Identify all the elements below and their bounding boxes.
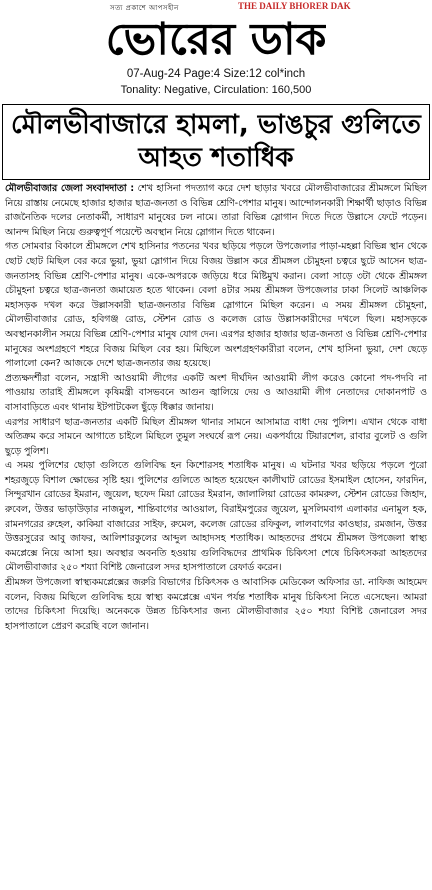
byline: মৌলভীবাজার জেলা সংবাদদাতা : [5, 183, 135, 194]
article-paragraph-5: এ সময় পুলিশের ছোড়া গুলিতে গুলিবিদ্ধ হন কিশোরসহ শতাধিক মানুষ। এ ঘটনার খবর ছড়িয়ে পড়লে পুরো শহরজুড়ে বিশাল ক্ষোভের সৃষ্টি হয়। পুলিশের গুলিতে আহত হয়েছেন কালীঘাট রোডের ইসমাইল হোসেন, ফারদিন, সিন্দুরখান রোডের ইমরান, জুয়েল, ছফেদ মিয়া রোডের ইমরান, জালালিয়া রোডের কামরুল, স্টেশন রোডের জিহাদ, রুবেল, উত্তর ভাড়াউড়ার নাজমুল, শান্তিবাগের আওয়াল, বিরাইমপুরের জুয়েল, মুসলিমবাগ এলাকার এনামুল হক, রামনগরের রুহেল, কাকিয়া বাজারের সাইফ, রুমেল, কলেজ রোডের রফিকুল, লালবাগের কাওছার, রমজান, উত্তর উত্তরসুরের আবু জাফর, আলিশারকুলের আব্দুল আহাদসহ শতাধিক। আহতদের প্রথমে শ্রীমঙ্গল উপজেলা স্বাস্থ্য কমপ্লেক্সে নিয়ে আসা হয়। অবস্থার অবনতি হওয়ায় গুলিবিদ্ধদের প্রাথমিক চিকিৎসা শেষে চিকিৎসকরা আহতদের মৌলভীবাজার ২৫০ শয্যা বিশিষ্ট জেনারেল সদর হাসপাতালে রেফার্ড করেন। [5, 460, 427, 574]
newspaper-logo [106, 8, 326, 64]
logo-text: ভোরের ডাক [106, 14, 326, 64]
masthead-english-title: THE DAILY BHORER DAK [238, 1, 351, 11]
article-paragraph-4: এরপর সাধারণ ছাত্র-জনতার একটি মিছিল শ্রীমঙ্গল থানার সামনে আসামাত্র বাধা দেয় পুলিশ। এখান থেকে বাধা অতিক্রম করে সামনে আগাতে চাইলে মিছিলে তুমুল সংঘর্ষে রূপ নেয়। একপর্যায়ে টিয়ারশেল, রাবার বুলেট ও গুলি ছুড়ে পুলিশ। [5, 416, 427, 457]
article-paragraph-2: গত সোমবার বিকালে শ্রীমঙ্গলে শেখ হাসিনার পতনের খবর ছড়িয়ে পড়লে উপজেলার পাড়া-মহল্লা বিভিন্ন স্থান থেকে ছোট ছোট মিছিল বের করে ভুয়া, ভুয়া স্লোগান দিয়ে বিজয় উল্লাস করে শ্রীমঙ্গল চৌমুহনা চত্বরে ছুটে আসেন ছাত্র-জনতাসহ বিভিন্ন শ্রেণি-পেশার মানুষ। একে-অপরকে জড়িয়ে ধরে মিষ্টিমুখ করান। বেলা সাড়ে ৩টা থেকে শ্রীমঙ্গল চৌমুহনা চত্বরে ছাত্র-জনতা জমায়েত হতে থাকেন। বেলা ৪টার সময় শ্রীমঙ্গল উপজেলার ঢাকা সিলেট আঞ্চলিক মহাসড়ক দখল করে উল্লাসকারী ছাত্র-জনতার বিভিন্ন স্লোগানে মিছিল করেন। এ সময় শ্রীমঙ্গল চৌমুহনা, মৌলভীবাজার রোড, হবিগঞ্জ রোড, স্টেশন রোড ও কলেজ রোড উল্লাসকারীদের দখলে ছিল। মহাসড়কে অবস্থানকালীন সময়ে বিভিন্ন শ্রেণি-পেশার মানুষ যোগ দেন। এরপর হাজার হাজার ছাত্র-জনতা ও বিভিন্ন শ্রেণি-পেশার মানুষের অংশগ্রহণে শহরে বিজয় মিছিল বের হয়। মিছিলে অংশগ্রহণকারীরা বলেন, শেখ হাসিনা ভুয়া, দেশ ছেড়ে পালালো কেন? আজকে দেশে ছাত্র-জনতার জয় হয়েছে। [5, 241, 427, 370]
article-body [0, 180, 432, 634]
meta-line-tonality-circulation: Tonality: Negative, Circulation: 160,500 [120, 84, 312, 96]
article-paragraph-6: শ্রীমঙ্গল উপজেলা স্বাস্থ্যকমপ্লেক্সের জরুরি বিভাগের চিকিৎসক ও আবাসিক মেডিকেল অফিসার ডা. নাফিজ আহমেদ বলেন, বিজয় মিছিলে গুলিবিদ্ধ হয়ে স্বাস্থ্য কমপ্লেক্সে এখন পর্যন্ত শতাধিক মানুষ চিকিৎসা নিতে এসেছেন। আমরা তাদের চিকিৎসা দিয়েছি। অনেককে উন্নত চিকিৎসার জন্য মৌলভীবাজার ২৫০ শয্যা বিশিষ্ট জেনারেল সদর হাসপাতালে প্রেরণ করেছি বলে জানান। [5, 577, 427, 632]
headline-box [2, 104, 430, 180]
article-paragraph-1 [5, 182, 427, 240]
masthead-tagline: সত্য প্রকাশে আপসহীন [110, 4, 179, 12]
meta-line-date-page-size: 07-Aug-24 Page:4 Size:12 col*inch [126, 68, 306, 80]
article-paragraph-3: প্রত্যক্ষদর্শীরা বলেন, সন্ত্রাসী আওয়ামী লীগের একটি অংশ দীর্ঘদিন আওয়ামী লীগ করেও কোনো পদ-পদবি না পাওয়ায় তারাই শ্রীমঙ্গলে কৃষিমন্ত্রী বাসভবনে আগুন জ্বালিয়ে দেয় ও আওয়ামী লীগ নেতাদের দোকানপাট ও বাসাবাড়িতে এবং থানায় ইটপাটকেল ছুঁড়ে ধিক্কার জানায়। [5, 372, 427, 413]
masthead [0, 0, 432, 66]
headline: মৌলভীবাজারে হামলা, ভাঙচুর গুলিতে আহত শতাধিক [11, 110, 421, 173]
article-paragraph-1-text: শেখ হাসিনা পদত্যাগ করে দেশ ছাড়ার খবরে মৌলভীবাজারের শ্রীমঙ্গলে মিছিল নিয়ে রাস্তায় নেমেছে হাজার হাজার ছাত্র-জনতা ও বিভিন্ন শ্রেণি-পেশার মানুষ। আন্দোলনকারী শিক্ষার্থী ছাড়াও বিভিন্ন রাজনৈতিক দলের নেতাকর্মী, সাধারণ মানুষের ঢল নামে। তারা বিভিন্ন স্লোগান দিতে দিতে উল্লাসে ফেটে পড়েন। আনন্দ মিছিল নিয়ে গুরুত্বপূর্ণ পয়েন্টে অবস্থান নিয়ে স্লোগান দিতে থাকেন। [5, 183, 427, 238]
clipping-meta [0, 66, 432, 98]
